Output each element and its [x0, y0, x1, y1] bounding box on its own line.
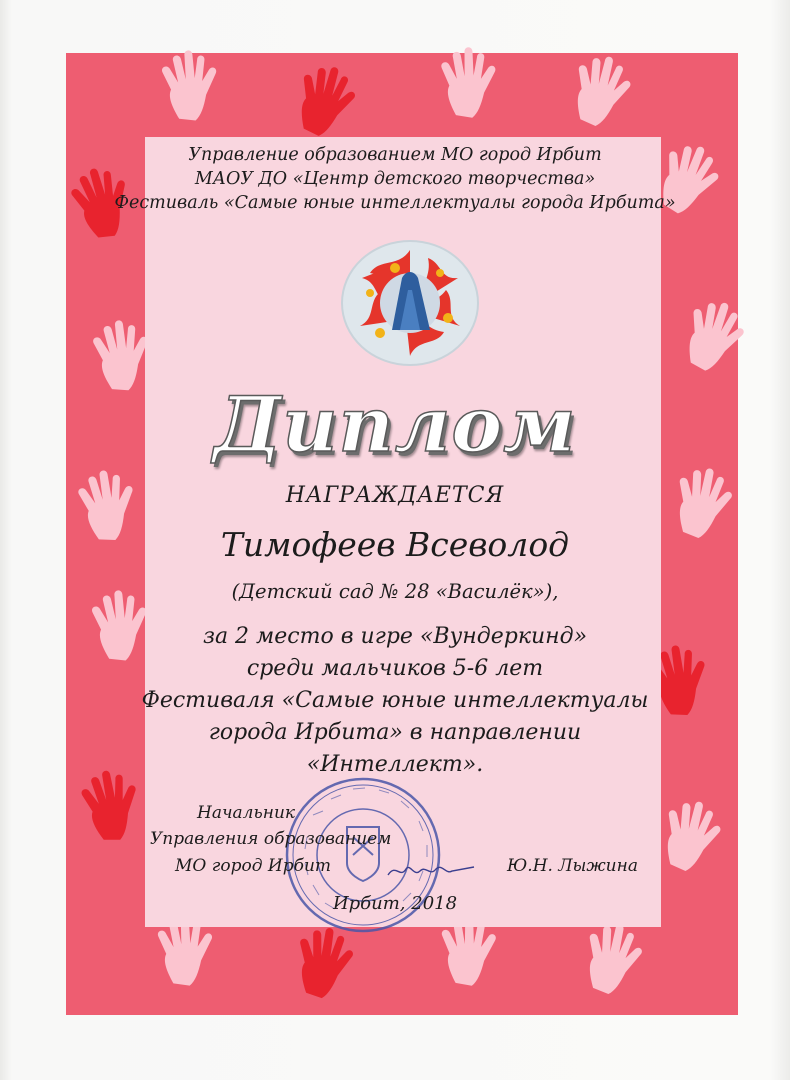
- header-line-3: Фестиваль «Самые юные интеллектуалы города Ирбита»: [114, 193, 676, 213]
- award-line-1: за 2 место в игре «Вундеркинд»: [202, 624, 588, 649]
- signer-position-line-1: Начальник: [197, 803, 296, 823]
- award-line-2: среди мальчиков 5-6 лет: [246, 656, 544, 681]
- festival-emblem-icon: [340, 238, 480, 368]
- handwritten-signature: [386, 857, 476, 883]
- award-line-4: города Ирбита» в направлении: [208, 720, 582, 745]
- recipient-organization: (Детский сад № 28 «Василёк»),: [231, 580, 559, 603]
- award-line-5: «Интеллект».: [306, 752, 484, 777]
- signer-position-line-2: Управления образованием: [150, 829, 392, 849]
- header-line-2: МАОУ ДО «Центр детского творчества»: [194, 169, 596, 189]
- place-and-date: Ирбит, 2018: [332, 893, 458, 914]
- award-line-3: Фестиваля «Самые юные интеллектуалы: [141, 688, 649, 713]
- signer-name: Ю.Н. Лыжина: [507, 856, 638, 876]
- header-line-1: Управление образованием МО город Ирбит: [188, 145, 602, 165]
- signer-position-line-3: МО город Ирбит: [175, 856, 332, 876]
- recipient-name: Тимофеев Всеволод: [220, 525, 570, 564]
- diploma-title: Диплом: [213, 380, 577, 469]
- award-label: НАГРАЖДАЕТСЯ: [285, 483, 505, 508]
